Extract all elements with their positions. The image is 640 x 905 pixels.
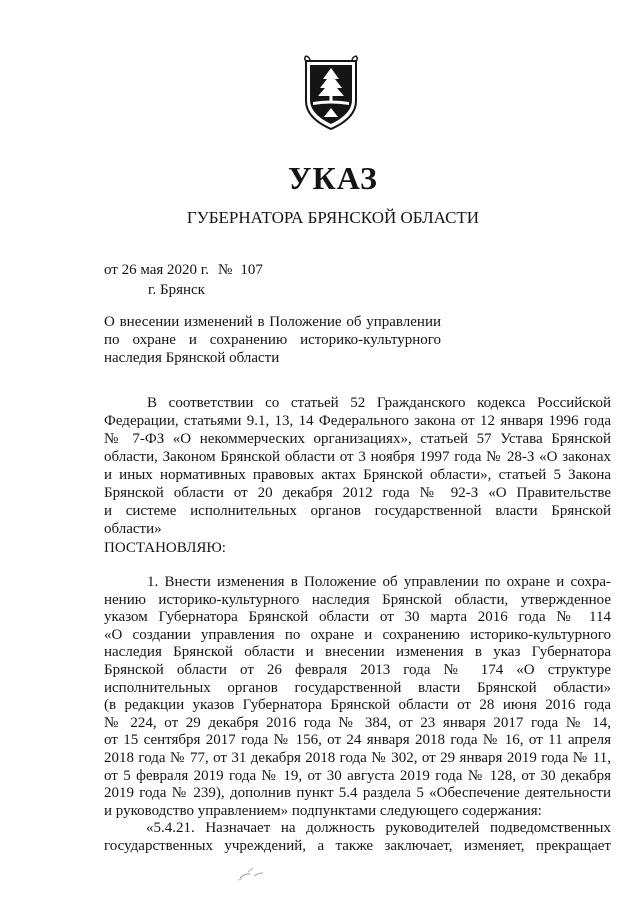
date-number-line bbox=[104, 261, 263, 279]
preamble-line: и иных нормативных правовых актах Брянской области», статьей 5 Закона bbox=[104, 467, 611, 483]
subclause-line: «5.4.21. Назначает на должность руководителей подведомственных bbox=[146, 820, 611, 837]
clause-line: наследия Брянской области и внесении изменения в указ Губернатора bbox=[104, 644, 611, 661]
preamble-line: В соответствии со статьей 52 Гражданского кодекса Российской bbox=[147, 395, 611, 411]
number-sign: № bbox=[218, 262, 233, 278]
clause-line: Брянской области от 26 февраля 2013 года № 174 «О структуре bbox=[104, 661, 611, 678]
preamble-line: области, Законом Брянской области от 3 ноября 1997 года № 28-З «О законах bbox=[104, 449, 611, 465]
clause-line: от 15 сентября 2017 года № 156, от 24 января 2018 года № 16, от 11 апреля bbox=[104, 732, 611, 749]
clause-line: указом Губернатора Брянской области от 30 марта 2016 года № 114 bbox=[104, 609, 611, 626]
preamble-line: Федерации, статьями 9.1, 13, 14 Федерального закона от 12 января 1996 года bbox=[104, 413, 611, 429]
document-title: УКАЗ bbox=[288, 160, 378, 196]
pen-mark-icon bbox=[236, 864, 268, 882]
preamble-line: области» bbox=[104, 521, 162, 537]
clause-line: исполнительных органов государственной власти Брянской области» bbox=[104, 679, 611, 696]
subject-line: по охране и сохранению историко-культурного bbox=[104, 332, 441, 348]
clause-line: 1. Внести изменения в Положение об управлении по охране и сохра- bbox=[147, 574, 611, 590]
clause-line: 2018 года № 77, от 31 декабря 2018 года № 302, от 29 января 2019 года № 11, bbox=[104, 749, 611, 766]
preamble-paragraph bbox=[104, 394, 611, 538]
clause-line: от 5 февраля 2019 года № 19, от 30 августа 2019 года № 128, от 30 декабря bbox=[104, 767, 611, 784]
clause-line: 2019 года № 239), дополнив пункт 5.4 раздела 5 «Обеспечение деятельности bbox=[104, 785, 611, 802]
subject-line: О внесении изменений в Положение об управлении bbox=[104, 314, 441, 330]
preamble-line: № 7-ФЗ «О некоммерческих организациях», статьей 57 Устава Брянской bbox=[104, 431, 611, 447]
coat-of-arms-icon bbox=[301, 55, 361, 131]
clause-line: нению историко-культурного наследия Брянской области, утвержденное bbox=[104, 591, 611, 608]
preamble-line: и системе исполнительных органов государственной власти Брянской bbox=[104, 503, 611, 519]
subject-block bbox=[104, 313, 441, 367]
clause-line: (в редакции указов Губернатора Брянской области от 28 июня 2016 года bbox=[104, 697, 611, 714]
city-label: г. Брянск bbox=[148, 282, 205, 298]
subclause-line: государственных учреждений, а также заключает, изменяет, прекращает bbox=[104, 837, 611, 854]
preamble-line: Брянской области от 20 декабря 2012 года № 92-З «О Правительстве bbox=[104, 485, 611, 501]
clause-line: и руководство управлением» подпунктами следующего содержания: bbox=[104, 802, 542, 819]
subject-line: наследия Брянской области bbox=[104, 350, 280, 366]
issuer-heading: ГУБЕРНАТОРА БРЯНСКОЙ ОБЛАСТИ bbox=[186, 208, 480, 227]
clause-line: «О создании управления по охране и сохранению историко-культурного bbox=[104, 626, 611, 643]
resolve-heading: ПОСТАНОВЛЯЮ: bbox=[104, 540, 226, 556]
document-date: от 26 мая 2020 г. bbox=[104, 262, 210, 278]
document-number: 107 bbox=[240, 262, 263, 278]
clause-1-paragraph bbox=[104, 574, 611, 856]
clause-line: № 224, от 29 декабря 2016 года № 384, от 23 января 2017 года № 14, bbox=[104, 714, 611, 731]
